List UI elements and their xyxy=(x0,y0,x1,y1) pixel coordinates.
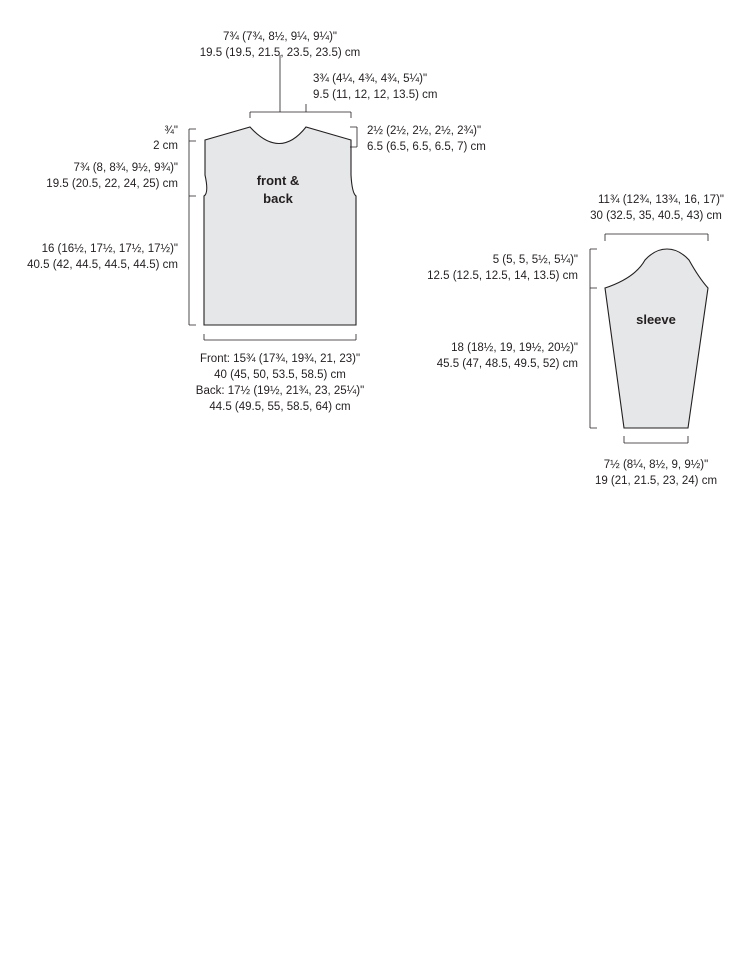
upper-arm-inches: 11¾ (12¾, 13¾, 16, 17)" xyxy=(598,194,724,206)
shoulder-width-inches: 7¾ (7¾, 8½, 9¼, 9¼)" xyxy=(222,31,338,43)
sleeve-length-dimension-line xyxy=(590,288,597,428)
neck-depth-dimension-line xyxy=(189,129,196,141)
body-length-inches: 16 (16½, 17½, 17½, 17½)" xyxy=(41,243,178,255)
upper-arm-dimension-line xyxy=(605,234,708,241)
sleeve-length-inches: 18 (18½, 19, 19½, 20½)" xyxy=(451,342,578,354)
shoulder-drop-inches: 2½ (2½, 2½, 2½, 2¾)" xyxy=(367,125,482,137)
neck-depth-cm: 2 cm xyxy=(153,140,178,152)
body-width-dimension-line xyxy=(204,334,356,340)
sleeve-label: sleeve xyxy=(636,312,676,327)
cap-height-cm: 12.5 (12.5, 12.5, 14, 13.5) cm xyxy=(427,270,578,282)
front-width-cm: 40 (45, 50, 53.5, 58.5) cm xyxy=(214,369,346,381)
neck-width-cm: 9.5 (11, 12, 12, 13.5) cm xyxy=(313,89,438,101)
neck-depth-inches: ¾" xyxy=(164,125,178,137)
shoulder-width-cm: 19.5 (19.5, 21.5, 23.5, 23.5) cm xyxy=(199,47,361,59)
front-width-inches: Front: 15¾ (17¾, 19¾, 21, 23)" xyxy=(199,353,361,365)
cap-height-dimension-line xyxy=(590,249,597,288)
armhole-depth-dimension-line xyxy=(189,141,196,196)
armhole-depth-cm: 19.5 (20.5, 22, 24, 25) cm xyxy=(46,178,178,190)
front-back-piece xyxy=(204,127,356,325)
shoulder-drop-cm: 6.5 (6.5, 6.5, 6.5, 7) cm xyxy=(367,141,486,153)
cap-height-inches: 5 (5, 5, 5½, 5¼)" xyxy=(492,254,578,266)
front-back-label-line2: back xyxy=(263,191,293,206)
body-length-dimension-line xyxy=(189,196,196,325)
back-width-cm: 44.5 (49.5, 55, 58.5, 64) cm xyxy=(209,401,351,413)
body-length-cm: 40.5 (42, 44.5, 44.5, 44.5) cm xyxy=(27,259,178,271)
armhole-depth-inches: 7¾ (8, 8¾, 9½, 9¾)" xyxy=(73,162,178,174)
cuff-width-inches: 7½ (8¼, 8½, 9, 9½)" xyxy=(603,459,709,471)
neck-width-inches: 3¾ (4¼, 4¾, 4¾, 5¼)" xyxy=(313,73,428,85)
back-width-inches: Back: 17½ (19½, 21¾, 23, 25¼)" xyxy=(195,385,365,397)
cuff-width-dimension-line xyxy=(624,436,688,443)
upper-arm-cm: 30 (32.5, 35, 40.5, 43) cm xyxy=(590,210,722,222)
shoulder-width-dimension-line xyxy=(250,55,351,118)
cuff-width-cm: 19 (21, 21.5, 23, 24) cm xyxy=(594,475,718,487)
sleeve-piece xyxy=(605,249,708,428)
front-back-label-line1: front & xyxy=(256,173,300,188)
sleeve-length-cm: 45.5 (47, 48.5, 49.5, 52) cm xyxy=(436,358,578,370)
